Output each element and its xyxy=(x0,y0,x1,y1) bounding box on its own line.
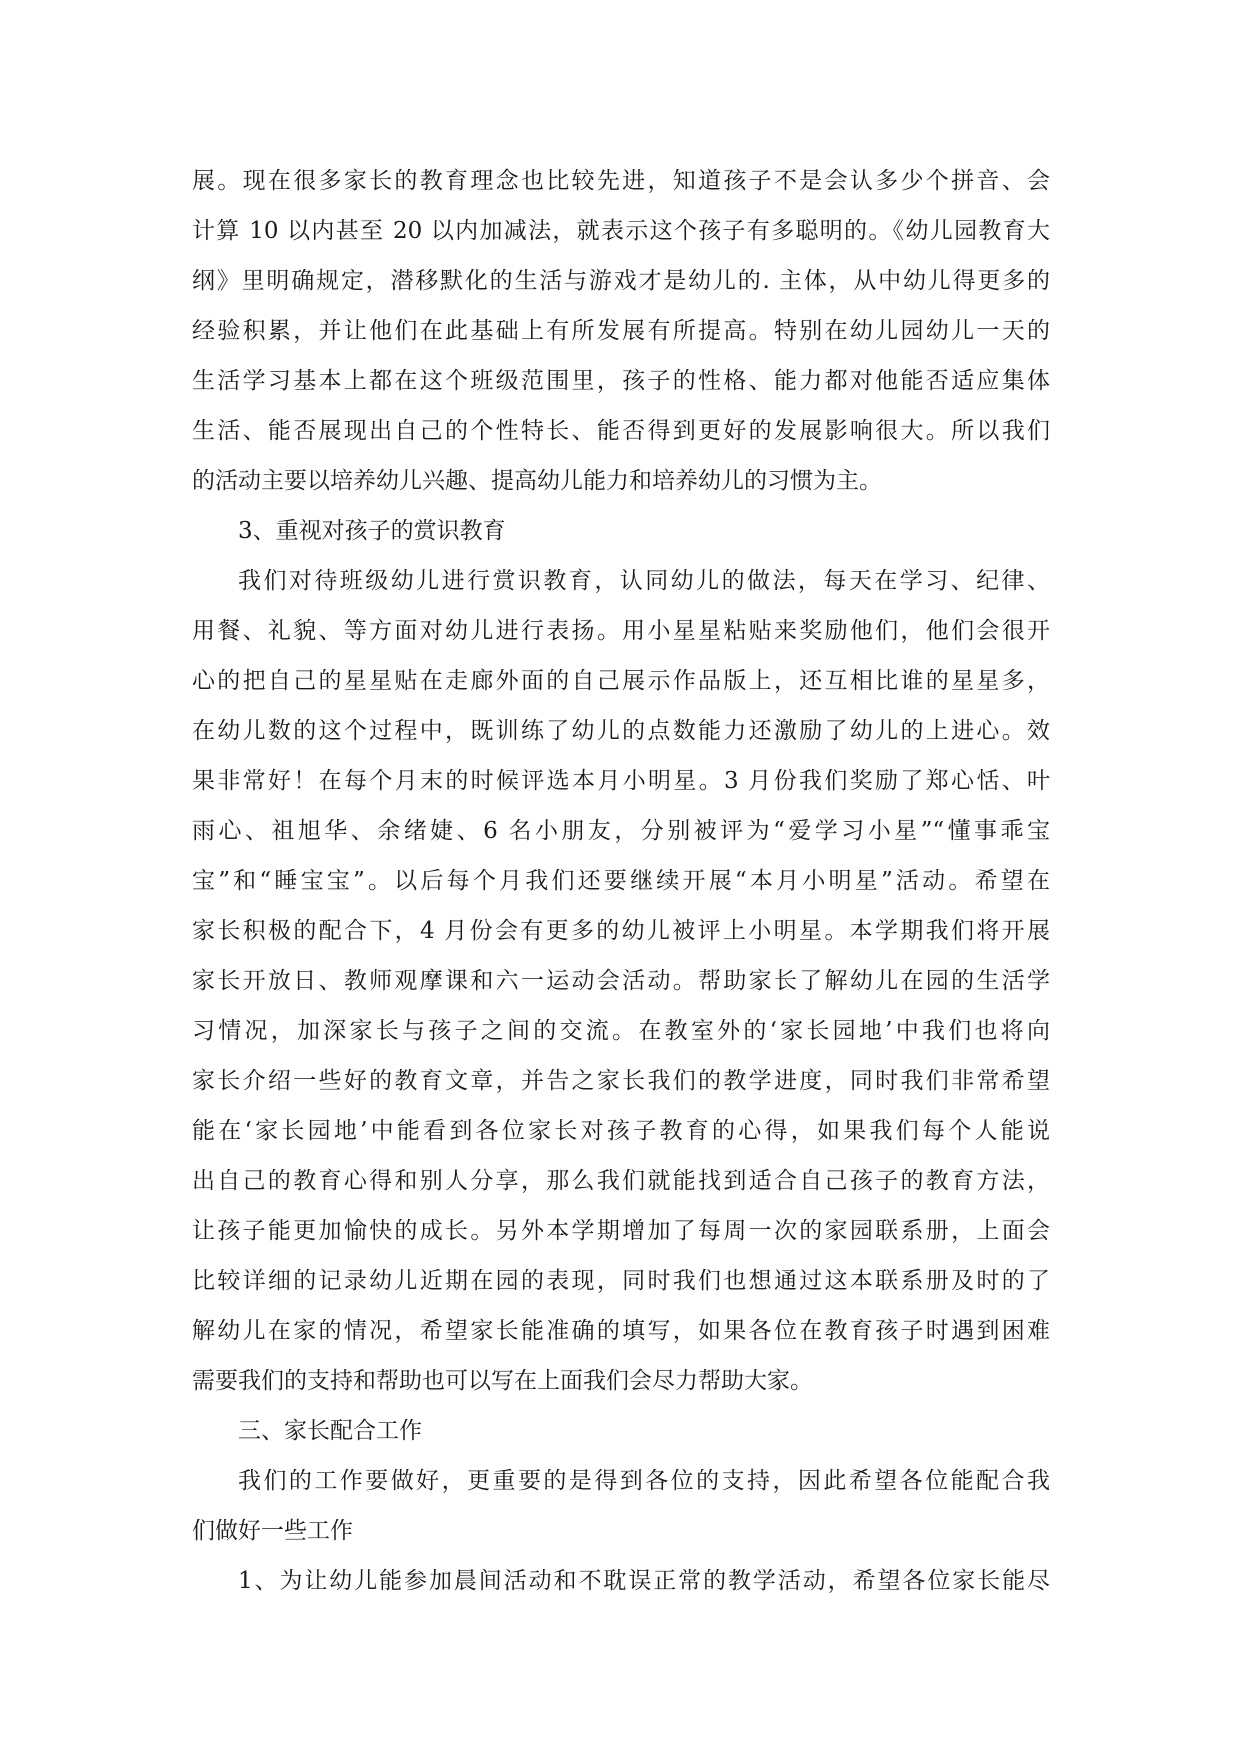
paragraph-line: 生活学习基本上都在这个班级范围里，孩子的性格、能力都对他能否适应集体 xyxy=(192,368,1050,394)
paragraph-line: 在幼儿数的这个过程中，既训练了幼儿的点数能力还激励了幼儿的上进心。效 xyxy=(192,718,1050,744)
paragraph-line: 让孩子能更加愉快的成长。另外本学期增加了每周一次的家园联系册，上面会 xyxy=(192,1218,1050,1244)
section-heading: 三、家长配合工作 xyxy=(238,1418,422,1444)
paragraph-line: 经验积累，并让他们在此基础上有所发展有所提高。特别在幼儿园幼儿一天的 xyxy=(192,318,1050,344)
paragraph-line: 解幼儿在家的情况，希望家长能准确的填写，如果各位在教育孩子时遇到困难 xyxy=(192,1318,1050,1344)
paragraph-line: 习情况，加深家长与孩子之间的交流。在教室外的‘家长园地’中我们也将向 xyxy=(192,1018,1050,1044)
paragraph-line: 比较详细的记录幼儿近期在园的表现，同时我们也想通过这本联系册及时的了 xyxy=(192,1268,1050,1294)
paragraph-line: 需要我们的支持和帮助也可以写在上面我们会尽力帮助大家。 xyxy=(192,1368,813,1394)
paragraph-line: 家长开放日、教师观摩课和六一运动会活动。帮助家长了解幼儿在园的生活学 xyxy=(192,968,1050,994)
section-heading: 3、重视对孩子的赏识教育 xyxy=(238,518,506,544)
paragraph-line: 能在‘家长园地’中能看到各位家长对孩子教育的心得，如果我们每个人能说 xyxy=(192,1118,1050,1144)
paragraph-line: 家长积极的配合下，4 月份会有更多的幼儿被评上小明星。本学期我们将开展 xyxy=(192,918,1050,944)
paragraph-line: 家长介绍一些好的教育文章，并告之家长我们的教学进度，同时我们非常希望 xyxy=(192,1068,1050,1094)
paragraph-line: 1、为让幼儿能参加晨间活动和不耽误正常的教学活动，希望各位家长能尽 xyxy=(238,1568,1050,1594)
paragraph-line: 雨心、祖旭华、余绪婕、6 名小朋友，分别被评为“爱学习小星”“懂事乖宝 xyxy=(192,818,1050,844)
paragraph-line: 展。现在很多家长的教育理念也比较先进，知道孩子不是会认多少个拼音、会 xyxy=(192,168,1050,194)
paragraph-line: 纲》里明确规定，潜移默化的生活与游戏才是幼儿的. 主体，从中幼儿得更多的 xyxy=(192,268,1050,294)
paragraph-line: 果非常好！在每个月末的时候评选本月小明星。3 月份我们奖励了郑心恬、叶 xyxy=(192,768,1050,794)
paragraph-line: 我们的工作要做好，更重要的是得到各位的支持，因此希望各位能配合我 xyxy=(238,1468,1050,1494)
paragraph-line: 宝”和“睡宝宝”。以后每个月我们还要继续开展“本月小明星”活动。希望在 xyxy=(192,868,1050,894)
paragraph-line: 计算 10 以内甚至 20 以内加减法，就表示这个孩子有多聪明的。《幼儿园教育大 xyxy=(192,218,1050,244)
document-body xyxy=(192,156,1050,1606)
paragraph-line: 们做好一些工作 xyxy=(192,1518,353,1544)
paragraph-line: 出自己的教育心得和别人分享，那么我们就能找到适合自己孩子的教育方法， xyxy=(192,1168,1050,1194)
paragraph-line: 生活、能否展现出自己的个性特长、能否得到更好的发展影响很大。所以我们 xyxy=(192,418,1050,444)
paragraph-line: 我们对待班级幼儿进行赏识教育，认同幼儿的做法，每天在学习、纪律、 xyxy=(238,568,1050,594)
paragraph-line: 的活动主要以培养幼儿兴趣、提高幼儿能力和培养幼儿的习惯为主。 xyxy=(192,468,882,494)
paragraph-line: 心的把自己的星星贴在走廊外面的自己展示作品版上，还互相比谁的星星多， xyxy=(192,668,1050,694)
paragraph-line: 用餐、礼貌、等方面对幼儿进行表扬。用小星星粘贴来奖励他们，他们会很开 xyxy=(192,618,1050,644)
